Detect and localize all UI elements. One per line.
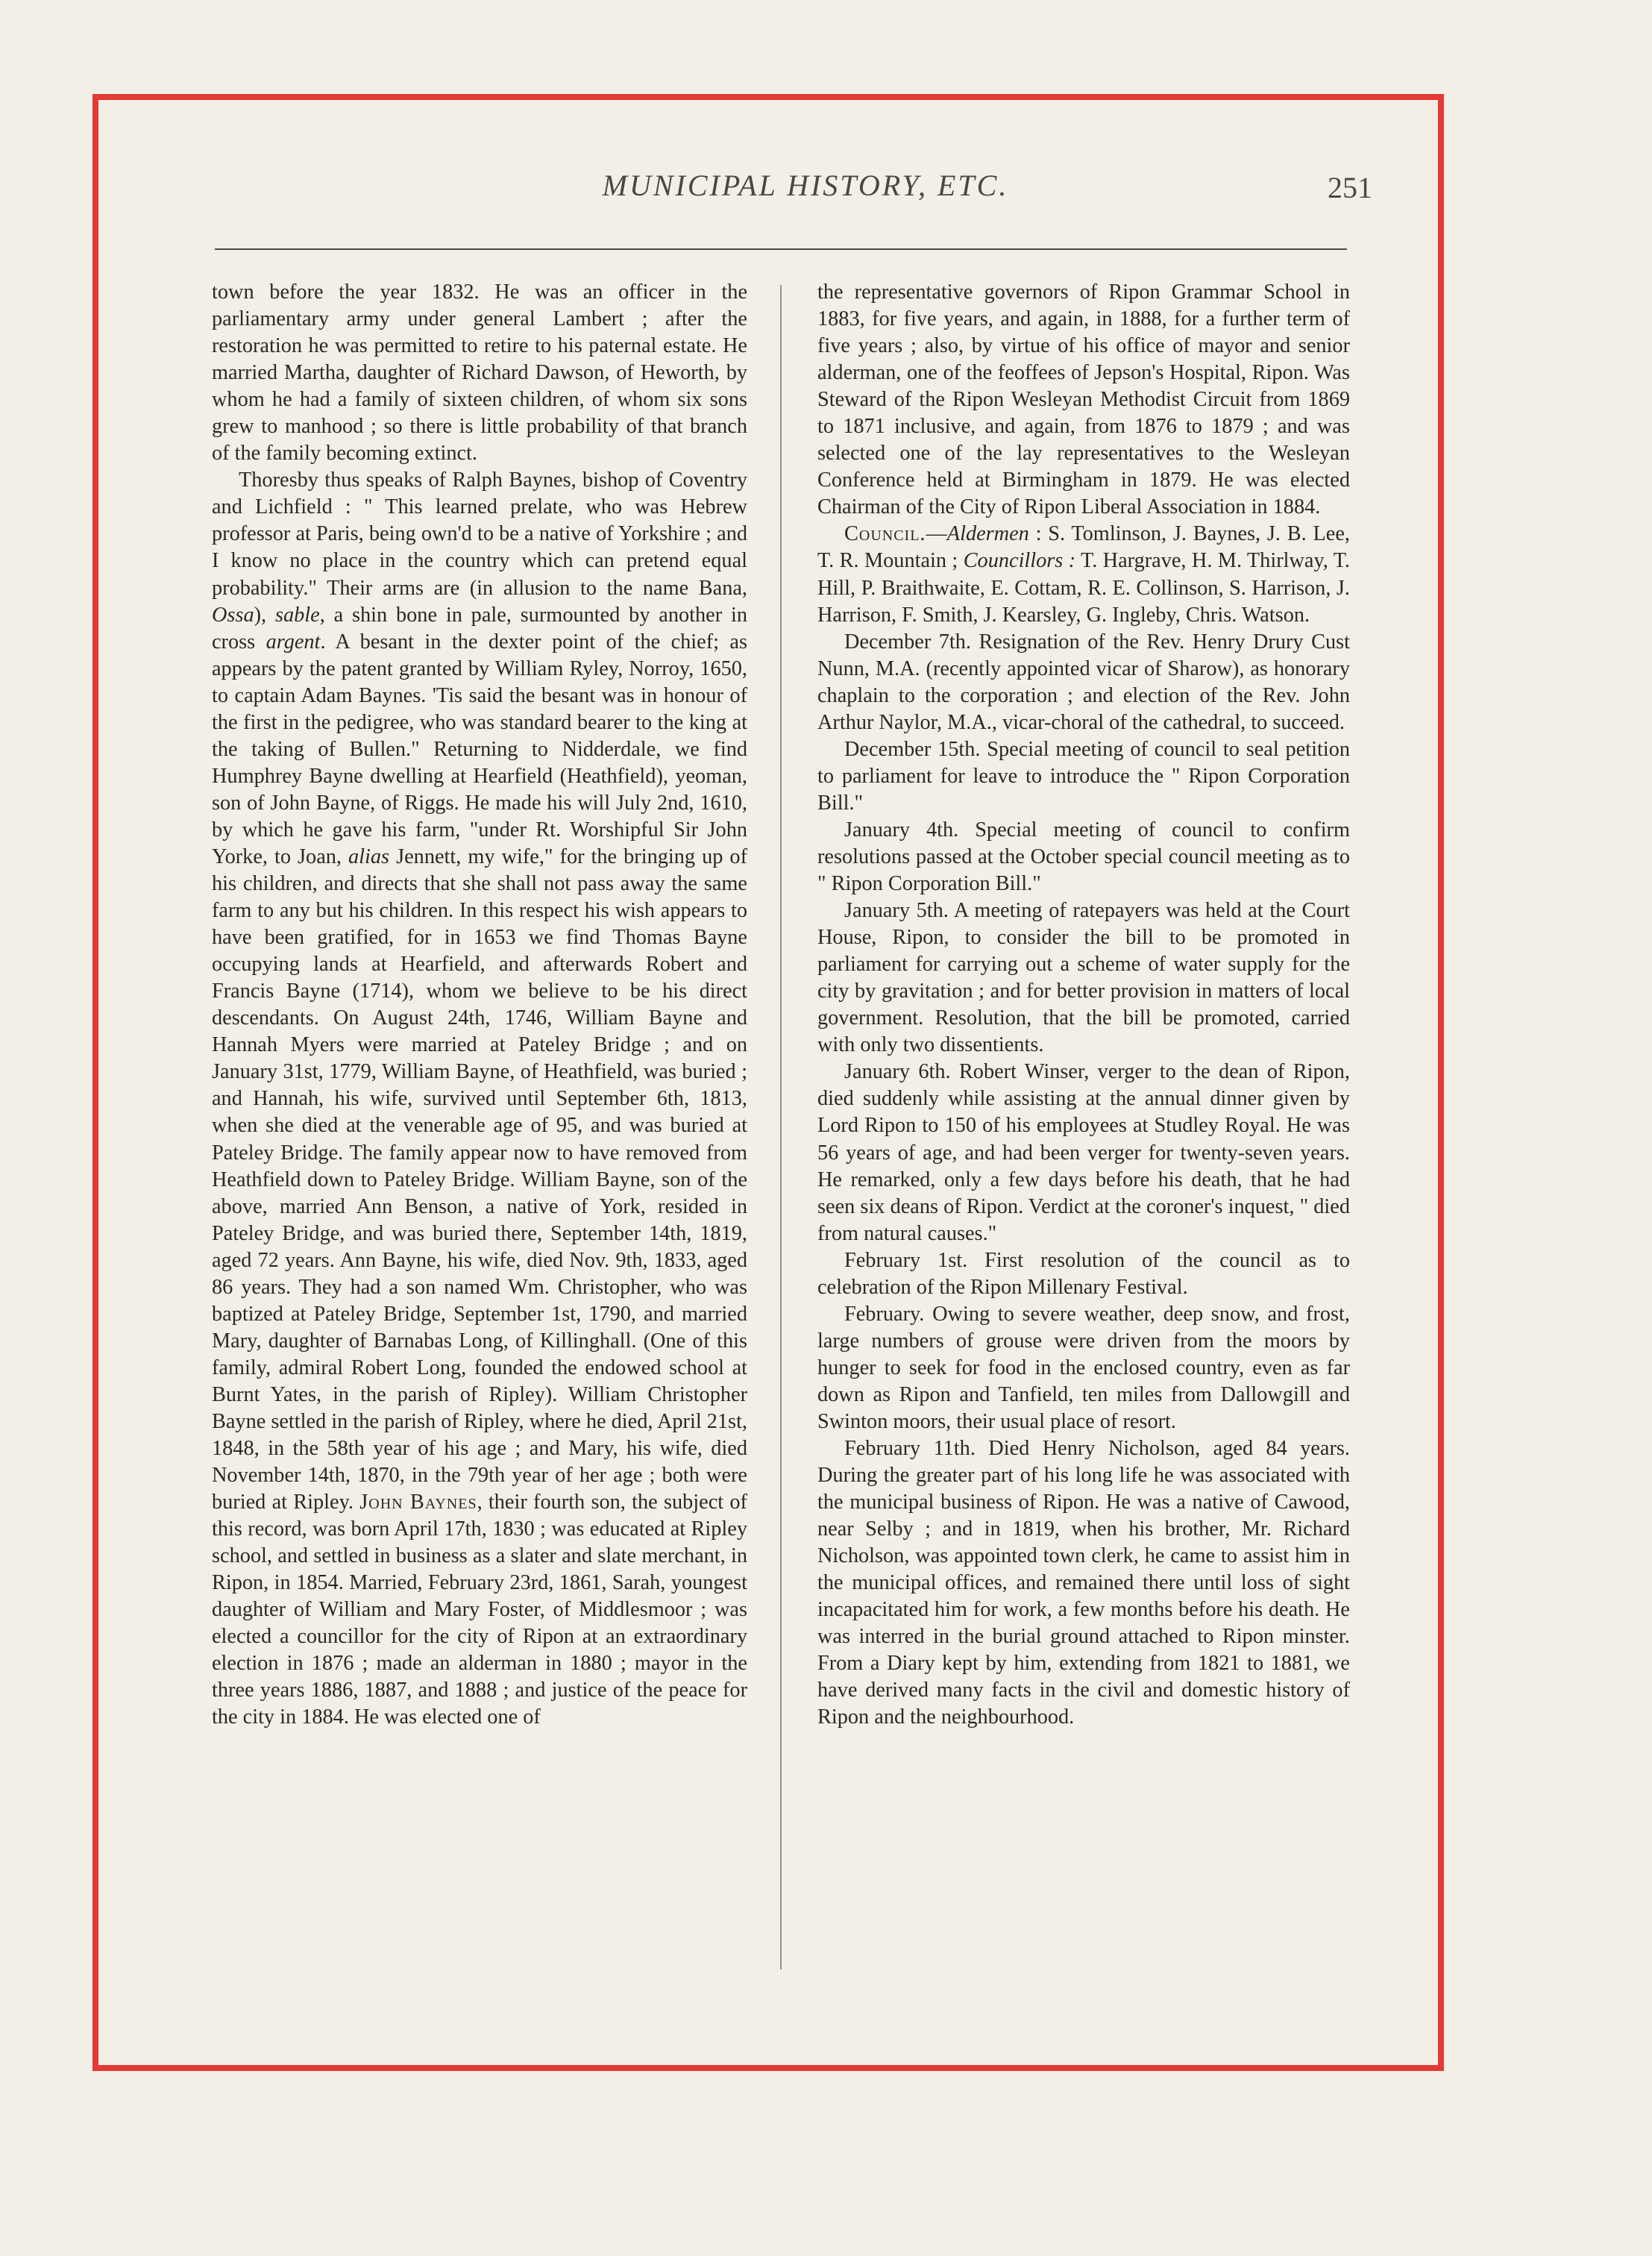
header-rule [215,248,1347,250]
paragraph: January 5th. A meeting of ratepayers was held at the Court House, Ripon, to consider the bill to be promoted in parliament for carrying out a scheme of water supply for the city by gravitation ; and for better provision in matters of local government. Resolution, that the bill be promoted, carried with only two dissentients. [817,899,1350,1057]
subject-name: John Baynes [359,1491,477,1514]
paragraph: December 15th. Special meeting of council to seal petition to parliament for leave to introduce the " Ripon Corporation Bill." [817,737,1350,815]
paragraph: February. Owing to severe weather, deep snow, and frost, large numbers of grouse were driven from the moors by hunger to seek for food in the enclosed country, even as far down as Ripon and Tanfield, ten miles from Dallowgill and Swinton moors, their usual place of resort. [817,1302,1350,1433]
paragraph: Thoresby thus speaks of Ralph Baynes, bishop of Coventry and Lichfield : " This learned prelate, who was Hebrew professor at Paris, being own'd to be a native of Yorkshire ; and I know no place in the country which can pretend equal probability." Their arms are (in allusion to the name Bana, Ossa), sable, a shin bone in pale, surmounted by another in cross argent. A besant in the dexter point of the chief; as appears by the patent granted by William Ryley, Norroy, 1650, to captain Adam Baynes. 'Tis said the besant was in honour of the first in the pedigree, who was standard bearer to the king at the taking of Bullen." Returning to Nidderdale, we find Humphrey Bayne dwelling at Hearfield (Heathfield), yeoman, son of John Bayne, of Riggs. He made his will July 2nd, 1610, by which he gave his farm, "under Rt. Worshipful Sir John Yorke, to Joan, alias Jennett, my wife," for the bringing up of his children, and directs that she shall not pass away the same farm to any but his children. In this respect his wish appears to have been gratified, for in 1653 we find Thomas Bayne occupying lands at Hearfield, and afterwards Robert and Francis Bayne (1714), whom we believe to be his direct descendants. On August 24th, 1746, William Bayne and Hannah Myers were married at Pateley Bridge ; and on January 31st, 1779, William Bayne, of Heathfield, was buried ; and Hannah, his wife, survived until September 6th, 1813, when she died at the venerable age of 95, and was buried at Pateley Bridge. The family appear now to have removed from Heathfield down to Pateley Bridge. William Bayne, son of the above, married Ann Benson, a native of York, resided in Pateley Bridge, and was buried there, September 14th, 1819, aged 72 years. Ann Bayne, his wife, died Nov. 9th, 1833, aged 86 years. They had a son named Wm. Christopher, who was baptized at Pateley Bridge, September 1st, 1790, and married Mary, daughter of Barnabas Long, of Killinghall. (One of this family, admiral Robert Long, founded the endowed school at Burnt Yates, in the parish of Ripley). William Christopher Bayne settled in the parish of Ripley, where he died, April 21st, 1848, in the 58th year of his age ; and Mary, his wife, died November 14th, 1870, in the 79th year of her age ; both were buried at Ripley. John Baynes, their fourth son, the subject of this record, was born April 17th, 1830 ; was educated at Ripley school, and settled in business as a slater and slate merchant, in Ripon, in 1854. Married, February 23rd, 1861, Sarah, youngest daughter of William and Mary Foster, of Middlesmoor ; was elected a councillor for the city of Ripon at an extraordinary election in 1876 ; made an alderman in 1880 ; mayor in the three years 1886, 1887, and 1888 ; and justice of the peace for the city in 1884. He was elected one of [212,469,748,1729]
column-divider [780,285,782,1970]
paragraph: February 11th. Died Henry Nicholson, aged 84 years. During the greater part of his long life he was associated with the municipal business of Ripon. He was a native of Cawood, near Selby ; and in 1819, when his brother, Mr. Richard Nicholson, was appointed town clerk, he came to assist him in the municipal offices, and remained there until loss of sight incapacitated him for work, a few months before his death. He was interred in the burial ground attached to Ripon minster. From a Diary kept by him, extending from 1821 to 1881, we have derived many facts in the civil and domestic history of Ripon and the neighbourhood. [817,1437,1350,1729]
left-column [212,279,747,1732]
paragraph: January 4th. Special meeting of council to confirm resolutions passed at the October special council meeting as to " Ripon Corporation Bill." [817,818,1350,896]
paragraph: the representative governors of Ripon Grammar School in 1883, for five years, and again, in 1888, for a further term of five years ; also, by virtue of his office of mayor and senior alderman, one of the feoffees of Jepson's Hospital, Ripon. Was Steward of the Ripon Wesleyan Methodist Circuit from 1869 to 1871 inclusive, and again, from 1876 to 1879 ; and was selected one of the lay representatives to the Wesleyan Conference held at Birmingham in 1879. He was elected Chairman of the City of Ripon Liberal Association in 1884. [817,281,1350,519]
running-title: MUNICIPAL HISTORY, ETC. [602,169,1009,202]
page-number: 251 [1328,171,1372,204]
paragraph: town before the year 1832. He was an officer in the parliamentary army under general Lambert ; after the restoration he was permitted to retire to his paternal estate. He married Martha, daughter of Richard Dawson, of Heworth, by whom he had a family of sixteen children, of whom six sons grew to manhood ; so there is little probability of that branch of the family becoming extinct. [212,281,747,466]
council-paragraph: Council.—Aldermen : S. Tomlinson, J. Baynes, J. B. Lee, T. R. Mountain ; Councillors : T. Hargrave, H. M. Thirlway, T. Hill, P. Braithwaite, E. Cottam, R. E. Collinson, S. Harrison, J. Harrison, F. Smith, J. Kearsley, G. Ingleby, Chris. Watson. [817,522,1351,627]
paragraph: January 6th. Robert Winser, verger to the dean of Ripon, died suddenly while assisting at the annual dinner given by Lord Ripon to 150 of his employees at Studley Royal. He was 56 years of age, and had been verger for twenty-seven years. He remarked, only a few days before his death, that he had seen six deans of Ripon. Verdict at the coroner's inquest, " died from natural causes." [817,1060,1350,1245]
paragraph: February 1st. First resolution of the council as to celebration of the Ripon Millenary Festival. [817,1248,1350,1299]
right-column [817,279,1350,1732]
paragraph: December 7th. Resignation of the Rev. Henry Drury Cust Nunn, M.A. (recently appointed vicar of Sharow), as honorary chaplain to the corporation ; and election of the Rev. John Arthur Naylor, M.A., vicar-choral of the cathedral, to succeed. [817,630,1350,734]
